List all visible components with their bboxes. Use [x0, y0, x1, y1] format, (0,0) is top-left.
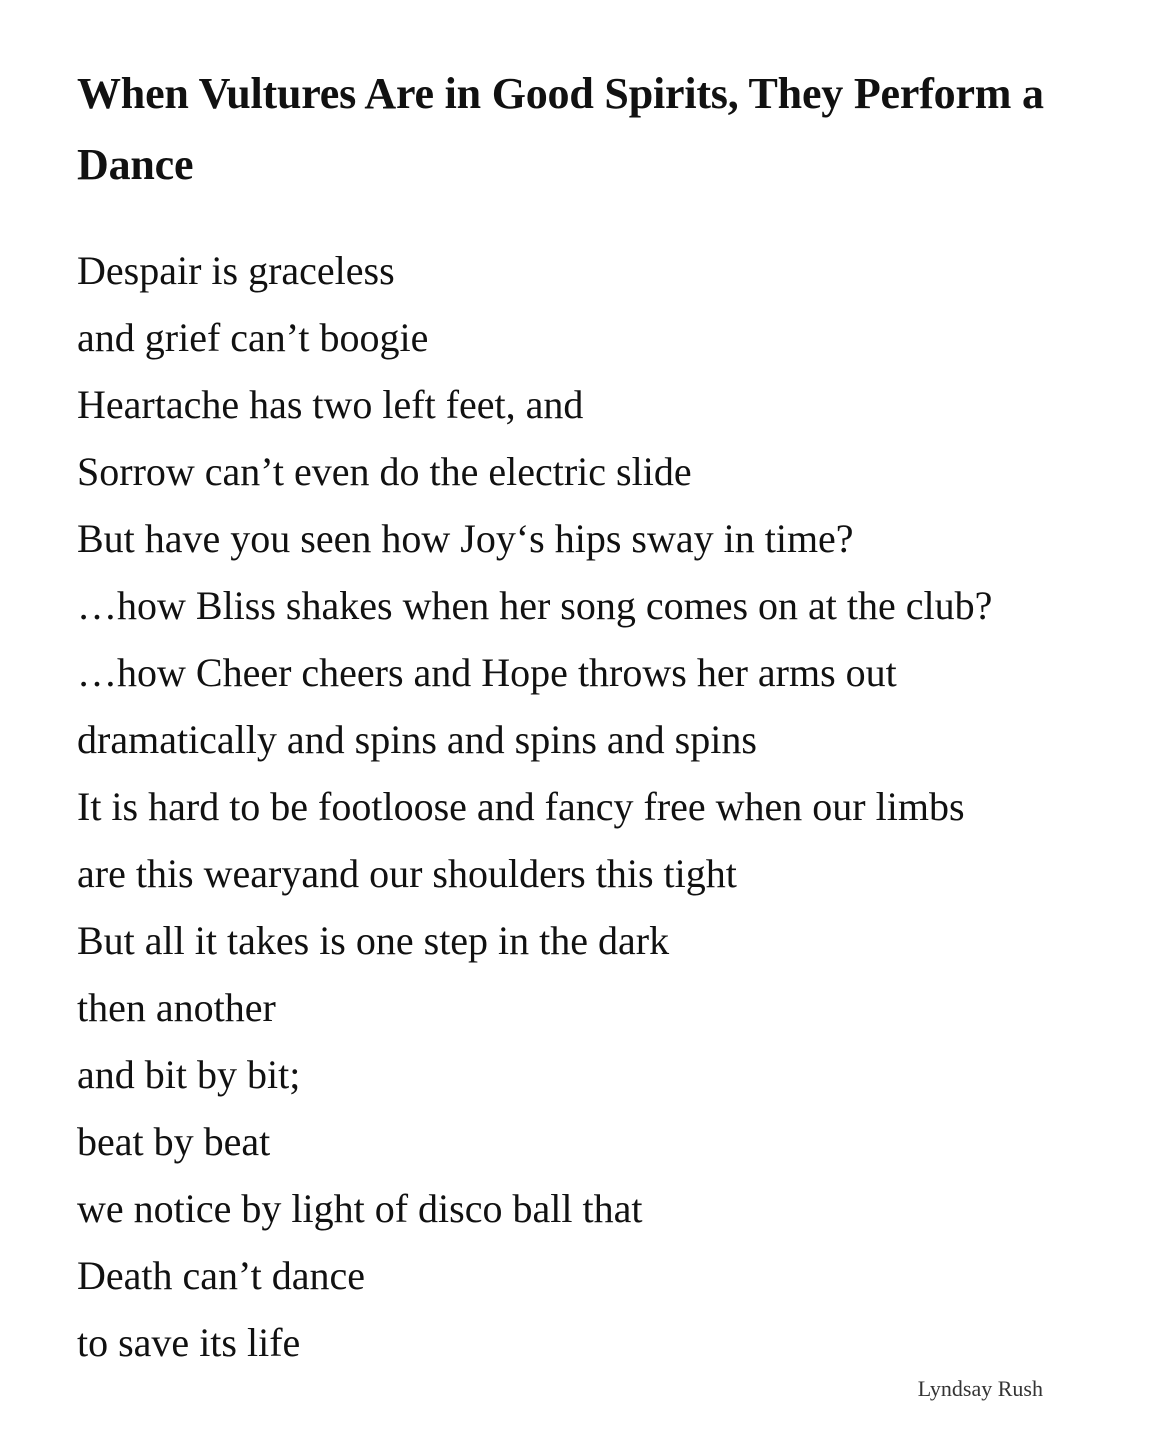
poem-line: Sorrow can’t even do the electric slide — [77, 449, 692, 494]
poem-author: Lyndsay Rush — [917, 1376, 1043, 1401]
poem-line: …how Bliss shakes when her song comes on at the club? — [77, 583, 993, 628]
poem-line: are this wearyand our shoulders this tight — [77, 851, 737, 896]
poem-line: to save its life — [77, 1320, 301, 1365]
poem-line: dramatically and spins and spins and spins — [77, 717, 757, 762]
poem-line: Death can’t dance — [77, 1253, 365, 1298]
poem-line: But all it takes is one step in the dark — [77, 918, 670, 963]
poem-line: …how Cheer cheers and Hope throws her arms out — [77, 650, 897, 695]
poem-line: It is hard to be footloose and fancy free when our limbs — [77, 784, 965, 829]
poem-body — [77, 237, 1137, 1376]
poem-line: But have you seen how Joy‘s hips sway in time? — [77, 516, 854, 561]
poem-line: beat by beat — [77, 1119, 271, 1164]
poem-line: Heartache has two left feet, and — [77, 382, 584, 427]
poem-title: When Vultures Are in Good Spirits, They Perform a Dance — [77, 69, 1044, 189]
poem-line: we notice by light of disco ball that — [77, 1186, 643, 1231]
poem-line: and grief can’t boogie — [77, 315, 429, 360]
poem-line: and bit by bit; — [77, 1052, 301, 1097]
poem-line: then another — [77, 985, 276, 1030]
poem-line: Despair is graceless — [77, 248, 395, 293]
